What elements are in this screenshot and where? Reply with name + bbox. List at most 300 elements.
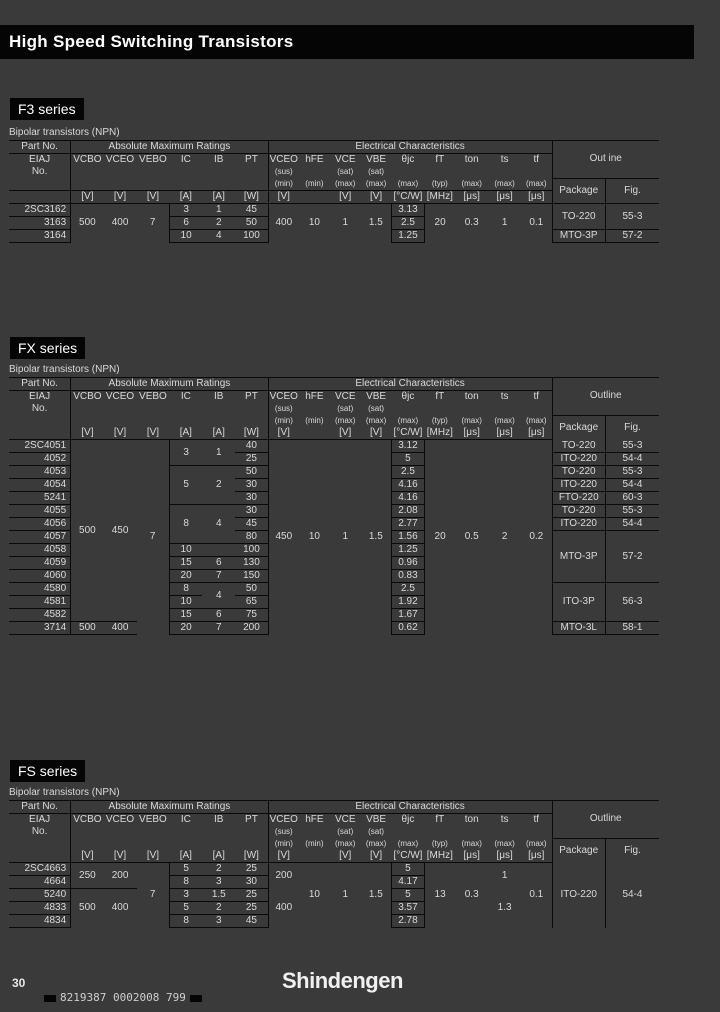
hdr-max: (max)	[330, 178, 361, 191]
hdr-min: (min)	[299, 178, 330, 191]
val-ic: 8	[169, 876, 202, 889]
f3-spec-table	[9, 140, 659, 243]
fx-subtitle: Bipolar transistors (NPN)	[9, 364, 120, 375]
hdr-max: (max)	[392, 178, 425, 191]
unit: [μs]	[488, 191, 521, 204]
unit: [μs]	[521, 191, 552, 204]
part-number: 5240	[9, 889, 71, 902]
val-theta: 5	[392, 453, 425, 466]
val-ic: 10	[169, 230, 202, 243]
hdr-vcbo: VCBO	[71, 391, 104, 404]
hdr-part-no: Part No.	[9, 378, 71, 391]
val-ic: 5	[169, 863, 202, 876]
hdr-fig: Fig.	[605, 178, 659, 204]
part-number: 4581	[9, 596, 71, 609]
hdr-eiaj: EIAJ	[9, 154, 71, 167]
val-theta: 2.5	[392, 466, 425, 479]
footer-code	[40, 991, 206, 1004]
val-ton: 0.3	[464, 217, 479, 229]
val-vceo-sus: 400	[275, 217, 293, 229]
val-ft: 13	[434, 889, 446, 901]
footer-code-text: 8219387 0002008 799	[60, 991, 186, 1004]
val-fig: 57-2	[605, 531, 659, 583]
hdr-max: (max)	[397, 839, 419, 848]
hdr-sat: (sat)	[368, 167, 385, 176]
hdr-min: (min)	[305, 839, 324, 848]
hdr-sat: (sat)	[337, 167, 354, 176]
brand-logo: Shindengen	[282, 968, 403, 993]
val-hfe: 10	[308, 889, 320, 901]
val-pt: 50	[235, 466, 268, 479]
val-vceo: 400	[104, 622, 137, 635]
hdr-typ: (typ)	[431, 839, 448, 848]
val-ic: 20	[169, 622, 202, 635]
hdr-min: (min)	[274, 839, 293, 848]
val-ib: 6	[202, 609, 235, 622]
unit: [V]	[137, 850, 170, 863]
val-pt: 25	[235, 453, 268, 466]
hdr-ib: IB	[202, 814, 235, 827]
hdr-max: (max)	[365, 416, 387, 425]
val-ib: 7	[202, 622, 235, 635]
val-ib: 4	[202, 505, 235, 544]
val-pt: 50	[235, 583, 268, 596]
unit: [A]	[169, 850, 202, 863]
hdr-max: (max)	[494, 416, 515, 425]
hdr-sus: (sus)	[274, 404, 293, 413]
hdr-ib: IB	[202, 154, 235, 167]
unit: [A]	[169, 191, 202, 204]
val-pt: 200	[235, 622, 268, 635]
unit: [A]	[202, 427, 235, 440]
val-fig: 54-4	[605, 518, 659, 531]
val-theta: 3.12	[392, 440, 425, 453]
part-number: 3164	[9, 230, 71, 243]
val-package: MTO-3P	[552, 230, 605, 243]
val-vebo: 7	[137, 204, 170, 243]
val-ic: 15	[169, 609, 202, 622]
hdr-theta: θjc	[392, 814, 425, 827]
val-tf: 0.1	[521, 863, 552, 928]
val-ic: 5	[169, 466, 202, 505]
val-theta: 5	[392, 863, 425, 876]
part-number: 4834	[9, 915, 71, 928]
hdr-ton: ton	[455, 814, 488, 827]
hdr-ib: IB	[202, 391, 235, 404]
val-pt: 45	[235, 518, 268, 531]
hdr-fig: Fig.	[605, 415, 659, 440]
unit: [W]	[235, 850, 268, 863]
hdr-ic: IC	[169, 391, 202, 404]
hdr-vebo: VEBO	[137, 391, 170, 404]
val-ic: 20	[169, 570, 202, 583]
hdr-fig: Fig.	[605, 838, 659, 863]
unit: [V]	[104, 427, 137, 440]
part-number: 2SC4663	[9, 863, 71, 876]
val-theta: 2.78	[392, 915, 425, 928]
val-pt: 40	[235, 440, 268, 453]
val-ts: 1	[501, 217, 508, 229]
val-ic: 5	[169, 902, 202, 915]
unit: [W]	[235, 427, 268, 440]
val-pt: 30	[235, 505, 268, 518]
val-vcbo: 500	[71, 440, 104, 622]
hdr-vce: VCE	[330, 391, 361, 404]
hdr-vebo: VEBO	[137, 814, 170, 827]
val-ib: 3	[202, 915, 235, 928]
val-ib: 2	[202, 466, 235, 505]
val-package: FTO-220	[552, 492, 605, 505]
hdr-pt: PT	[235, 814, 268, 827]
val-theta: 1.56	[392, 531, 425, 544]
hdr-max: (max)	[361, 178, 392, 191]
fs-spec-table	[9, 800, 659, 928]
val-ib: 1.5	[202, 889, 235, 902]
val-package: TO-220	[552, 505, 605, 518]
hdr-part-no: Part No.	[9, 141, 71, 154]
hdr-no: No.	[9, 826, 71, 838]
val-fig: 55-3	[605, 440, 659, 453]
page-title: High Speed Switching Transistors	[0, 25, 694, 59]
hdr-min: (min)	[305, 416, 324, 425]
val-ic: 10	[169, 596, 202, 609]
part-number: 3163	[9, 217, 71, 230]
part-number: 4060	[9, 570, 71, 583]
hdr-vbe: VBE	[361, 391, 392, 404]
hdr-outline: Outline	[552, 378, 659, 416]
val-package: MTO-3L	[552, 622, 605, 635]
val-pt: 25	[235, 863, 268, 876]
hdr-max: (max)	[521, 178, 552, 191]
val-package: ITO-220	[552, 453, 605, 466]
val-ib: 4	[202, 230, 235, 243]
val-ic: 8	[169, 583, 202, 596]
hdr-eiaj: EIAJ	[9, 814, 71, 827]
val-fig: 55-3	[605, 505, 659, 518]
val-vceo-sus: 400	[275, 902, 293, 913]
val-fig: 56-3	[605, 583, 659, 622]
unit: [V]	[71, 191, 104, 204]
val-vebo: 7	[137, 440, 170, 635]
f3-series-label: F3 series	[10, 98, 84, 120]
val-pt: 75	[235, 609, 268, 622]
val-vceo: 200	[104, 863, 137, 889]
hdr-max: (max)	[488, 178, 521, 191]
hdr-sat: (sat)	[368, 404, 385, 413]
part-number: 4053	[9, 466, 71, 479]
val-ic: 3	[169, 889, 202, 902]
val-package: ITO-220	[552, 863, 605, 928]
fs-series-label: FS series	[10, 760, 85, 782]
unit: [V]	[330, 191, 361, 204]
val-theta: 5	[392, 889, 425, 902]
unit: [V]	[137, 427, 170, 440]
unit: [V]	[268, 191, 299, 204]
val-ic: 6	[169, 217, 202, 230]
val-fig: 54-4	[605, 479, 659, 492]
val-ib: 1	[202, 440, 235, 466]
val-theta: 0.83	[392, 570, 425, 583]
unit: [°C/W]	[393, 850, 423, 861]
barcode-block-icon	[44, 995, 56, 1002]
val-hfe: 10	[308, 217, 320, 229]
hdr-max: (max)	[397, 416, 419, 425]
val-pt: 80	[235, 531, 268, 544]
val-fig: 54-4	[605, 453, 659, 466]
hdr-elec: Electrical Characteristics	[268, 801, 552, 814]
part-number: 5241	[9, 492, 71, 505]
part-number: 4664	[9, 876, 71, 889]
hdr-vbe: VBE	[361, 814, 392, 827]
val-ib: 2	[202, 902, 235, 915]
val-pt: 130	[235, 557, 268, 570]
val-tf: 0.1	[521, 204, 552, 243]
unit: [μs]	[455, 850, 488, 863]
val-ft: 20	[434, 531, 446, 543]
hdr-part-no: Part No.	[9, 801, 71, 814]
val-pt: 30	[235, 479, 268, 492]
val-theta: 4.16	[392, 492, 425, 505]
hdr-ton: ton	[455, 154, 488, 167]
hdr-vceo-sus: VCEO	[269, 154, 298, 165]
hdr-vceo-sus: VCEO	[269, 391, 298, 402]
val-ft: 20	[434, 217, 446, 229]
hdr-outline: Out ine	[552, 141, 659, 179]
hdr-sat: (sat)	[368, 827, 385, 836]
unit: [W]	[235, 191, 268, 204]
val-vcbo: 250	[71, 863, 104, 889]
part-number: 4059	[9, 557, 71, 570]
val-vce: 1	[342, 217, 349, 229]
val-ib: 1	[202, 204, 235, 217]
val-ic: 8	[169, 505, 202, 544]
val-theta: 1.92	[392, 596, 425, 609]
val-fig: 54-4	[622, 889, 643, 900]
val-theta: 0.96	[392, 557, 425, 570]
part-number: 2SC3162	[9, 204, 71, 217]
val-vceo-sus: 200	[275, 869, 293, 881]
val-ib: 6	[202, 557, 235, 570]
hdr-ts: ts	[488, 814, 521, 827]
hdr-vcbo: VCBO	[71, 154, 104, 167]
unit: [A]	[202, 850, 235, 863]
unit: [MHz]	[424, 850, 455, 863]
hdr-pt: PT	[235, 391, 268, 404]
val-ts: 1	[501, 869, 508, 881]
val-pt: 50	[235, 217, 268, 230]
unit: [μs]	[521, 850, 552, 863]
val-ic: 3	[169, 204, 202, 217]
page-number: 30	[12, 976, 26, 990]
hdr-vce: VCE	[330, 814, 361, 827]
unit: [MHz]	[424, 427, 455, 440]
hdr-hfe: hFE	[299, 391, 330, 404]
part-number: 2SC4051	[9, 440, 71, 453]
unit: [μs]	[455, 427, 488, 440]
hdr-ft: fT	[424, 154, 455, 167]
hdr-max: (max)	[461, 839, 482, 848]
val-theta: 2.5	[392, 217, 425, 230]
val-theta: 4.17	[392, 876, 425, 889]
unit: [V]	[268, 427, 299, 440]
val-ton: 0.3	[464, 889, 479, 901]
val-package: TO-220	[552, 204, 605, 230]
unit: [μs]	[488, 850, 521, 863]
part-number: 4056	[9, 518, 71, 531]
val-package: TO-220	[552, 466, 605, 479]
val-vebo: 7	[137, 863, 170, 928]
val-tf: 0.2	[521, 440, 552, 635]
part-number: 3714	[9, 622, 71, 635]
hdr-sus: (sus)	[274, 167, 293, 176]
val-vbe: 1.5	[361, 440, 392, 635]
hdr-min: (min)	[274, 416, 293, 425]
f3-subtitle: Bipolar transistors (NPN)	[9, 127, 120, 138]
unit: [A]	[169, 427, 202, 440]
part-number: 4057	[9, 531, 71, 544]
val-package: MTO-3P	[552, 531, 605, 583]
unit: [V]	[330, 427, 361, 440]
val-pt: 30	[235, 876, 268, 889]
hdr-hfe: hFE	[299, 814, 330, 827]
fx-spec-table	[9, 377, 659, 635]
val-ib: 4	[202, 583, 235, 609]
hdr-elec: Electrical Characteristics	[268, 141, 552, 154]
hdr-ts: ts	[488, 154, 521, 167]
part-number: 4055	[9, 505, 71, 518]
hdr-max: (max)	[335, 839, 356, 848]
unit: [V]	[361, 427, 392, 440]
val-pt: 65	[235, 596, 268, 609]
val-theta: 3.57	[392, 902, 425, 915]
hdr-ft: fT	[424, 391, 455, 404]
unit: [μs]	[521, 427, 552, 440]
val-fig: 55-3	[605, 466, 659, 479]
hdr-elec: Electrical Characteristics	[268, 378, 552, 391]
val-fig: 57-2	[605, 230, 659, 243]
hdr-hfe: hFE	[299, 154, 330, 167]
unit: [A]	[202, 191, 235, 204]
val-pt: 45	[235, 204, 268, 217]
val-pt: 25	[235, 889, 268, 902]
hdr-vbe: VBE	[361, 154, 392, 167]
hdr-tf: tf	[521, 814, 552, 827]
val-vceo: 400	[111, 902, 129, 914]
hdr-max: (max)	[521, 415, 552, 427]
hdr-ton: ton	[455, 391, 488, 404]
val-theta: 4.16	[392, 479, 425, 492]
hdr-theta: θjc	[392, 391, 425, 404]
fs-subtitle: Bipolar transistors (NPN)	[9, 787, 120, 798]
val-ts: 1.3	[497, 902, 512, 913]
val-package: ITO-220	[552, 479, 605, 492]
hdr-max: (max)	[461, 416, 482, 425]
unit: [°C/W]	[393, 191, 423, 202]
val-ic: 15	[169, 557, 202, 570]
val-ton: 0.5	[464, 531, 479, 543]
hdr-vce: VCE	[330, 154, 361, 167]
val-fig: 55-3	[605, 204, 659, 230]
hdr-vceo-sus: VCEO	[269, 814, 298, 825]
val-pt: 150	[235, 570, 268, 583]
val-fig: 58-1	[605, 622, 659, 635]
val-package: ITO-3P	[552, 583, 605, 622]
unit: [V]	[361, 850, 392, 863]
val-package: TO-220	[552, 440, 605, 453]
val-ib: 2	[202, 217, 235, 230]
hdr-ic: IC	[169, 814, 202, 827]
hdr-min: (min)	[268, 178, 299, 191]
hdr-max: (max)	[365, 839, 387, 848]
unit: [V]	[71, 427, 104, 440]
hdr-package: Package	[552, 415, 605, 440]
hdr-vebo: VEBO	[137, 154, 170, 167]
hdr-max: (max)	[521, 838, 552, 850]
hdr-package: Package	[552, 838, 605, 863]
unit: [V]	[330, 850, 361, 863]
hdr-vceo: VCEO	[104, 154, 137, 167]
val-ic: 10	[169, 544, 202, 557]
hdr-no: No.	[9, 166, 71, 178]
hdr-typ: (typ)	[424, 178, 455, 191]
hdr-pt: PT	[235, 154, 268, 167]
val-vbe: 1.5	[361, 863, 392, 928]
val-vceo-sus: 450	[275, 531, 293, 543]
unit: [V]	[137, 191, 170, 204]
hdr-typ: (typ)	[431, 416, 448, 425]
val-theta: 2.08	[392, 505, 425, 518]
val-theta: 0.62	[392, 622, 425, 635]
barcode-block-icon	[190, 995, 202, 1002]
val-pt: 45	[235, 915, 268, 928]
hdr-sus: (sus)	[274, 827, 293, 836]
val-package: ITO-220	[552, 518, 605, 531]
hdr-package: Package	[552, 178, 605, 204]
hdr-max: (max)	[335, 416, 356, 425]
val-vcbo: 500	[79, 902, 96, 914]
val-ic: 3	[169, 440, 202, 466]
hdr-tf: tf	[521, 391, 552, 404]
hdr-max: (max)	[455, 178, 488, 191]
val-hfe: 10	[308, 531, 320, 543]
hdr-vceo: VCEO	[104, 814, 137, 827]
val-ib: 3	[202, 876, 235, 889]
unit: [μs]	[488, 427, 521, 440]
part-number: 4580	[9, 583, 71, 596]
val-vce: 1	[342, 889, 349, 901]
unit: [μs]	[455, 191, 488, 204]
val-theta: 1.25	[392, 544, 425, 557]
part-number: 4058	[9, 544, 71, 557]
val-pt: 30	[235, 492, 268, 505]
val-ib: 2	[202, 863, 235, 876]
hdr-ic: IC	[169, 154, 202, 167]
val-vbe: 1.5	[361, 204, 392, 243]
val-theta: 2.5	[392, 583, 425, 596]
val-vceo: 450	[104, 440, 137, 622]
val-theta: 1.25	[392, 230, 425, 243]
hdr-vcbo: VCBO	[71, 814, 104, 827]
hdr-eiaj: EIAJ	[9, 391, 71, 404]
val-vce: 1	[342, 531, 349, 543]
unit: [V]	[268, 850, 299, 863]
part-number: 4054	[9, 479, 71, 492]
val-theta: 3.13	[392, 204, 425, 217]
hdr-outline: Outline	[552, 801, 659, 839]
hdr-ft: fT	[424, 814, 455, 827]
unit: [°C/W]	[393, 427, 423, 438]
hdr-theta: θjc	[392, 154, 425, 167]
